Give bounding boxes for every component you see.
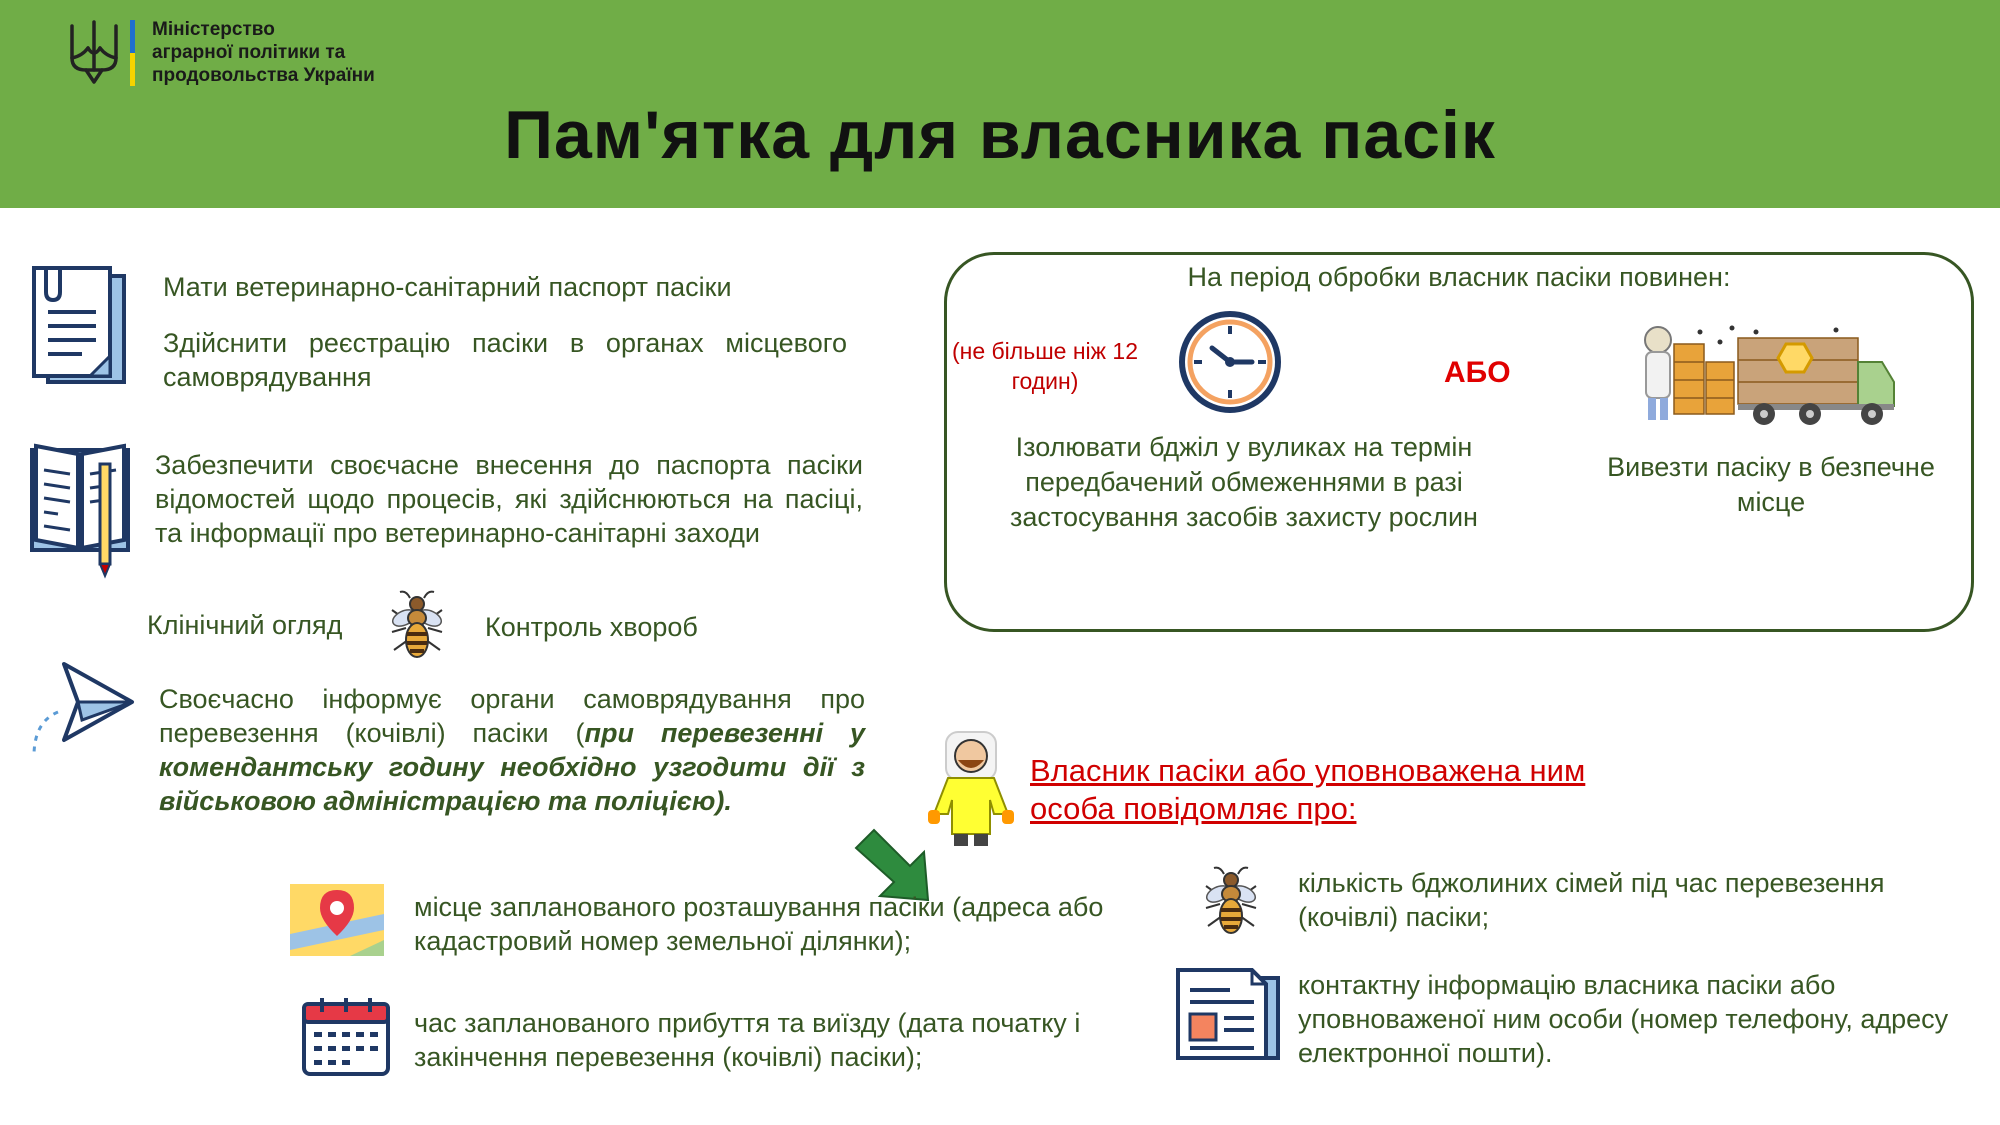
location-text: місце запланованого розташування пасіки (адреса або кадастровий номер земельної ділянки); [414, 892, 1104, 956]
notify-heading: Власник пасіки або уповноважена ним особа повідомляє про: [1030, 753, 1586, 826]
update-info-text: Забезпечити своєчасне внесення до паспорта пасіки відомостей щодо процесів, які здійснюються на пасіці, та інформації про ветеринарно-санітарні заходи [155, 450, 863, 548]
document-clip-icon [28, 262, 134, 390]
or-label: АБО [1444, 356, 1511, 389]
bee-icon [388, 588, 446, 664]
flag-bar [130, 20, 135, 86]
page-title: Пам'ятка для власника пасік [504, 97, 1496, 173]
trident-icon [66, 18, 122, 88]
beekeeper-truck-icon [1636, 322, 1896, 426]
treatment-title: На період обробки власник пасіки повинен: [1187, 262, 1731, 292]
inform-bold: при перевезенні у комендантську годину необхідно узгодити дії з військовою адміністрацією та поліцією). [159, 718, 865, 816]
time-limit-note: (не більше ніж 12 годин) [951, 338, 1139, 394]
flag-blue [130, 20, 135, 53]
clinical-exam-label: Клінічний огляд [147, 610, 343, 640]
contacts-text: контактну інформацію власника пасіки або уповноваженої ним особи (номер телефону, адресу електронної пошти). [1298, 970, 1949, 1068]
colonies-text: кількість бджолиних сімей під час перевезення (кочівлі) пасіки; [1298, 868, 1885, 932]
bee-icon [1202, 864, 1260, 940]
calendar-icon [300, 996, 392, 1078]
disease-control-label: Контроль хвороб [485, 612, 698, 642]
flag-yellow [130, 53, 135, 86]
registration-text: Здійснити реєстрацію пасіки в органах місцевого самоврядування [163, 328, 847, 392]
ministry-line: продовольства України [152, 65, 375, 86]
map-pin-icon [290, 884, 384, 956]
contact-document-icon [1174, 966, 1284, 1064]
isolate-bees-text: Ізолювати бджіл у вуликах на термін передбачений обмеженнями в разі застосування засобів захисту рослин [1010, 432, 1478, 532]
inform-text [159, 682, 865, 818]
passport-text: Мати ветеринарно-санітарний паспорт пасіки [163, 272, 732, 302]
clock-icon [1176, 308, 1284, 416]
ministry-line: аграрної політики та [152, 42, 346, 63]
ministry-line: Міністерство [152, 19, 275, 40]
ministry-name [152, 18, 375, 87]
header-banner [0, 0, 2000, 208]
relocate-apiary-text: Вивезти пасіку в безпечне місце [1607, 452, 1935, 517]
inform-plain: Своєчасно інформує органи самоврядування про перевезення (кочівлі) пасіки ( [159, 684, 865, 748]
paper-plane-icon [28, 660, 138, 760]
open-book-icon [28, 440, 132, 580]
time-text: час запланованого прибуття та виїзду (дата початку і закінчення перевезення (кочівлі) пасіки); [414, 1008, 1081, 1072]
